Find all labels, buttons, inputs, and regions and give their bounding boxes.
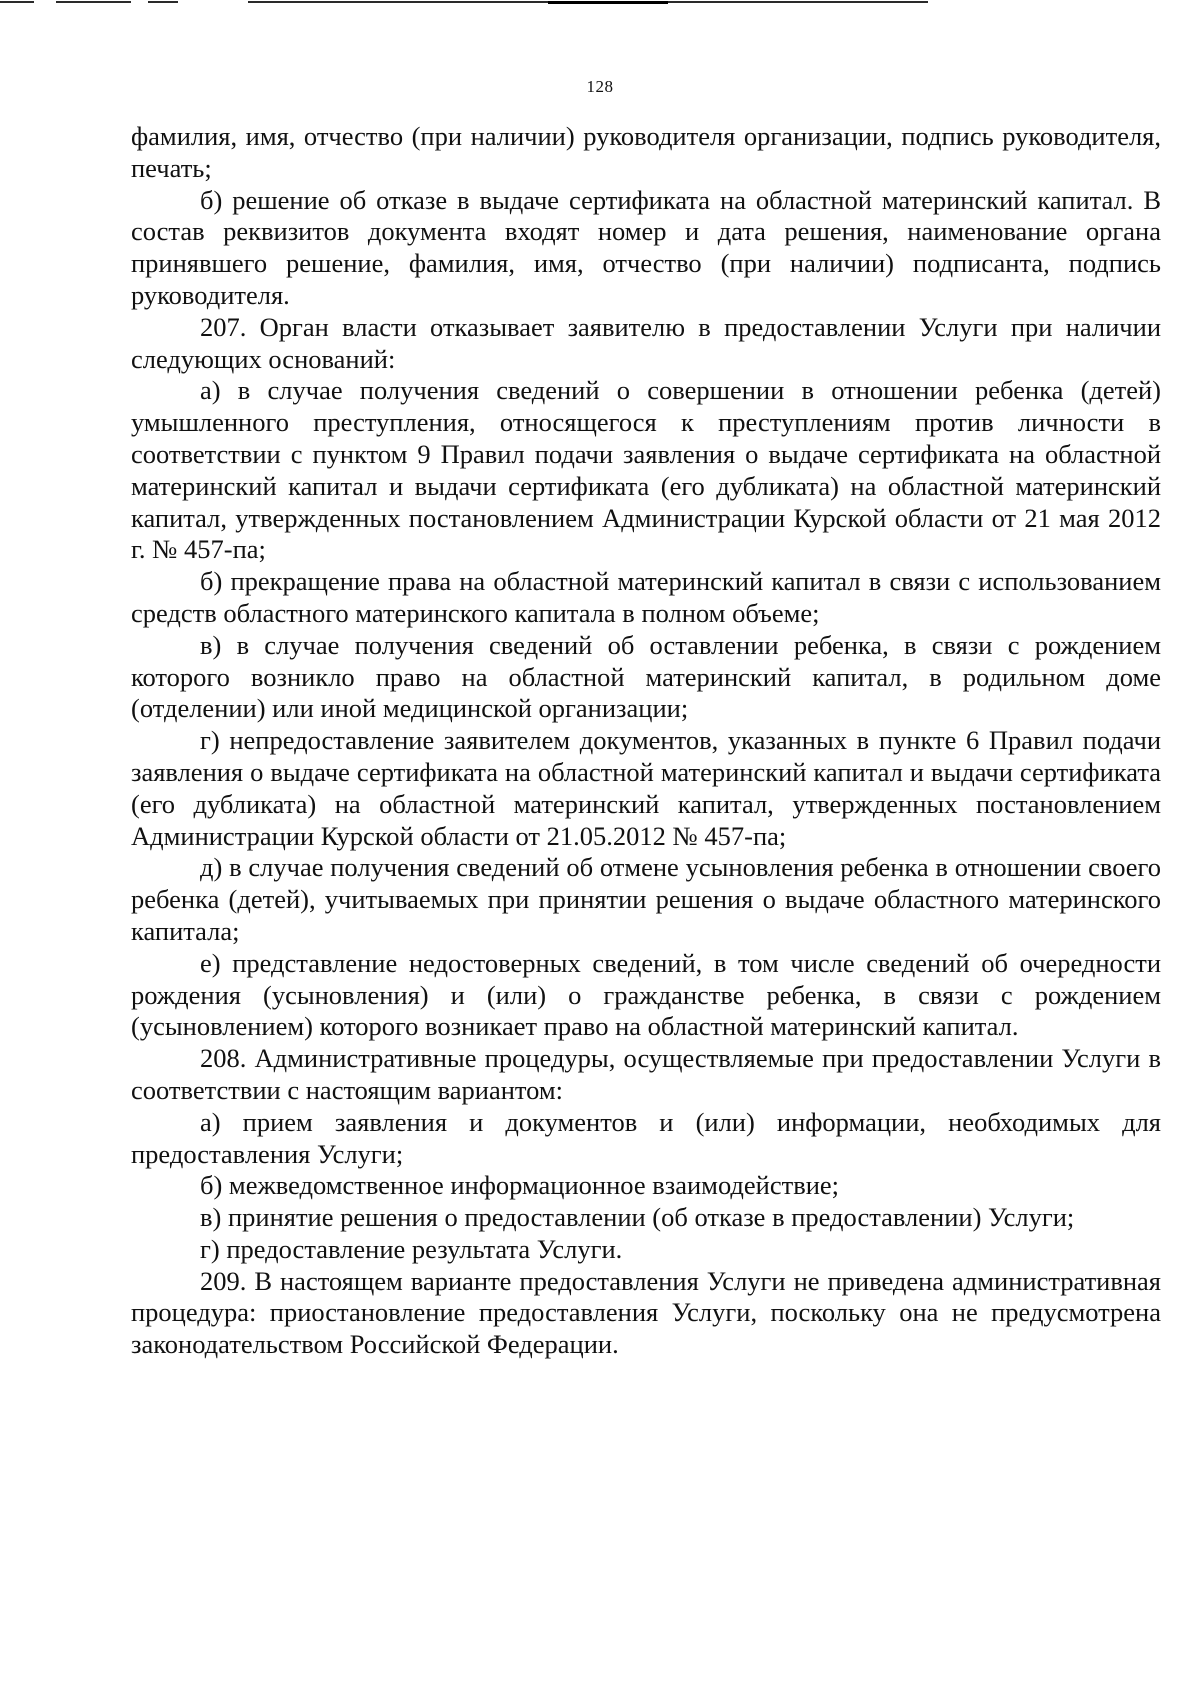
- scan-line: [548, 1, 668, 4]
- paragraph: в) в случае получения сведений об оставлении ребенка, в связи с рождением которого возникло право на областной материнский капитал, в родильном доме (отделении) или иной медицинской организации;: [131, 629, 1161, 724]
- document-body: [131, 121, 1161, 1361]
- paragraph: е) представление недостоверных сведений, в том числе сведений об очередности рождения (усыновления) и (или) о гражданстве ребенка, в связи с рождением (усыновлением) которого возникает право на областной материнский капитал.: [131, 947, 1161, 1042]
- scan-edge-lines: [0, 0, 1200, 6]
- paragraph: г) предоставление результата Услуги.: [200, 1233, 623, 1264]
- paragraph: 207. Орган власти отказывает заявителю в предоставлении Услуги при наличии следующих оснований:: [131, 311, 1161, 374]
- scan-line: [248, 1, 548, 3]
- page-number: 128: [586, 77, 614, 96]
- paragraph: б) решение об отказе в выдаче сертификата на областной материнский капитал. В состав реквизитов документа входят номер и дата решения, наименование органа принявшего решение, фамилия, имя, отчество (при наличии) подписанта, подпись руководителя.: [131, 184, 1161, 310]
- paragraph: фамилия, имя, отчество (при наличии) руководителя организации, подпись руководителя, печать;: [131, 121, 1161, 183]
- paragraph: г) непредоставление заявителем документов, указанных в пункте 6 Правил подачи заявления о выдаче сертификата на областной материнский капитал и выдачи сертификата (его дубликата) на областной материнский капитал, утвержденных постановлением Администрации Курской области от 21.05.2012 № 457-па;: [131, 725, 1161, 851]
- paragraph: б) прекращение права на областной материнский капитал в связи с использованием средств областного материнского капитала в полном объеме;: [131, 566, 1161, 628]
- scan-line: [668, 1, 928, 3]
- scan-line: [0, 1, 34, 3]
- paragraph: 209. В настоящем варианте предоставления Услуги не приведена административная процедура: приостановление предоставления Услуги, поскольку она не предусмотрена законодательством Российской Федерации.: [131, 1265, 1161, 1360]
- paragraph: а) в случае получения сведений о совершении в отношении ребенка (детей) умышленного преступления, относящегося к преступлениям против личности в соответствии с пунктом 9 Правил подачи заявления о выдаче сертификата на областной материнский капитал и выдачи сертификата (его дубликата) на областной материнский капитал, утвержденных постановлением Администрации Курской области от 21 мая 2012 г. № 457-па;: [131, 375, 1161, 565]
- paragraph: б) межведомственное информационное взаимодействие;: [200, 1170, 840, 1201]
- scan-line: [56, 1, 131, 3]
- paragraph: 208. Административные процедуры, осуществляемые при предоставлении Услуги в соответствии с настоящим вариантом:: [131, 1043, 1161, 1105]
- paragraph: а) прием заявления и документов и (или) информации, необходимых для предоставления Услуги;: [131, 1106, 1161, 1169]
- paragraph: в) принятие решения о предоставлении (об отказе в предоставлении) Услуги;: [200, 1202, 1075, 1233]
- paragraph: д) в случае получения сведений об отмене усыновления ребенка в отношении своего ребенка (детей), учитываемых при принятии решения о выдаче областного материнского капитала;: [131, 852, 1161, 946]
- scan-line: [148, 1, 178, 3]
